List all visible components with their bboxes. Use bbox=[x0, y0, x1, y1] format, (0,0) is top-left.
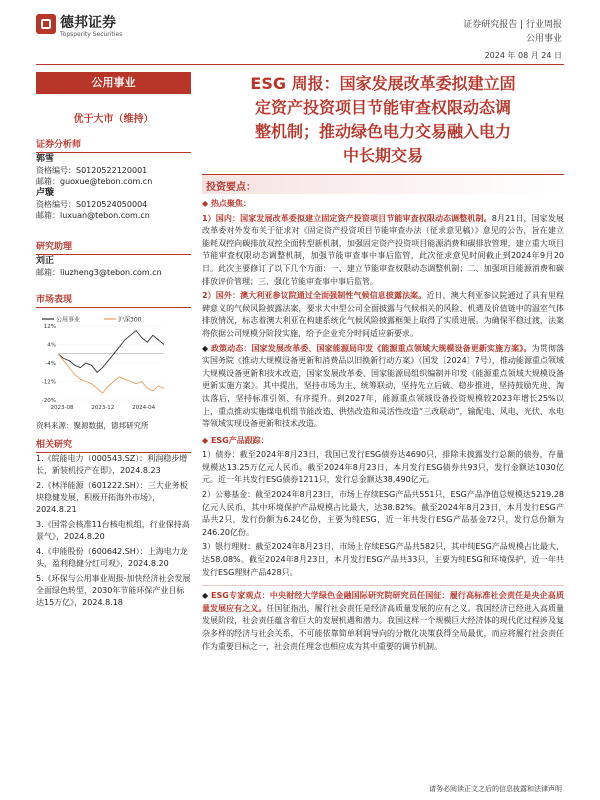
expert-view bbox=[202, 585, 564, 653]
brand-name-en: Topsperity Securities bbox=[60, 31, 123, 38]
y-tick-label: 12% bbox=[43, 324, 56, 330]
market-heading: 市场表现 bbox=[36, 292, 191, 308]
y-tick-label: -20% bbox=[41, 398, 56, 404]
esg-products-label: ESG产品跟踪： bbox=[210, 435, 269, 445]
sector-banner: 公用事业 bbox=[36, 72, 191, 94]
lead-expert: ESG专家观点：中央财经大学绿色金融国际研究院研究员任国征：履行高标准社会责任是央企高质量发展应有之义。 bbox=[202, 591, 564, 613]
y-tick-label: -12% bbox=[41, 379, 56, 386]
assistant-heading: 研究助理 bbox=[36, 239, 191, 255]
report-date: 2024 年 08 月 24 日 bbox=[484, 51, 562, 60]
paragraph-overseas bbox=[202, 290, 564, 340]
report-type-block bbox=[463, 18, 562, 46]
related-item[interactable]: 3.《国常会核准11台核电机组，行业保持高景气》，2024.8.20 bbox=[36, 520, 190, 541]
paragraph-funds: 2）公募基金：截至2024年8月23日，市场上存续ESG产品共551只，ESG产品净值总规模达5219.28亿元人民币，其中环境保护产品规模占比最大，达38.82%。截至2024年8月23日，本月发行ESG产品共2只，发行份额为6.24亿份，主要为纯ESG，近一年共发行ESG产品基金72只，发行总份额为246.20亿份。 bbox=[202, 490, 564, 537]
analyst-name: 卢璇 bbox=[36, 188, 55, 198]
chart-source: 资料来源：聚源数据，德邦研究所 bbox=[36, 421, 149, 430]
assistant-name: 刘正 bbox=[36, 256, 55, 266]
paragraph-bonds: 1）债券：截至2024年8月23日，我国已发行ESG债券达4690只，排除未披露发行总额的债券，存量规模达13.25万亿元人民币。截至2024年8月23日，本月发行ESG债券共93只，发行金额达1030亿元。近一年共发行ESG债券1211只，发行总金额达38,490亿元。 bbox=[202, 450, 564, 485]
lead-policy: 政策动态：国家发展改革委、国家能源局印发《能源重点领域大规模设备更新实施方案》。 bbox=[210, 343, 532, 353]
series-line-1 bbox=[58, 354, 164, 393]
report-type: 证券研究报告 | 行业周报 bbox=[463, 20, 562, 30]
hot-topics-heading: ◆ 热点聚焦： bbox=[202, 199, 251, 208]
x-tick-label: 2024-04 bbox=[132, 405, 156, 411]
analyst-1 bbox=[36, 153, 191, 187]
header-divider bbox=[36, 64, 564, 65]
body-expert: 任国征指出，履行社会责任是经济高质量发展的应有之义。我国经济已经进入高质量发展阶段，社会责任蕴含着巨大的发展机遇和潜力。我国这样一个规模巨大经济体的现代化过程涉及复杂多样的经济与社会关系，不可能依靠简单利润导向的分散化决策获得全局最优，而应将履行社会责任作为重要目标之一，社会责任理念也相应成为其中重要的调节机制。 bbox=[202, 603, 565, 651]
rating: 优于大市（维持） bbox=[73, 114, 154, 125]
market-performance-chart bbox=[36, 314, 166, 414]
title-line: 中长期交易 bbox=[342, 146, 423, 165]
title-line: 整机制；推动绿色电力交易融入电力 bbox=[254, 122, 511, 141]
lead-domestic: 1）国内：国家发展改革委拟建立固定资产投资项目节能审查权限动态调整机制。 bbox=[202, 213, 492, 223]
related-item[interactable]: 4.《申能股份（600642.SH）：上海电力龙头，盈利稳健分红可观》，2024.8.20 bbox=[36, 547, 188, 568]
sidebar bbox=[36, 72, 191, 612]
x-tick-label: 2023-08 bbox=[50, 405, 74, 411]
related-item[interactable]: 2.《林洋能源（601222.SH）：三大业务板块稳健发展，积极开拓海外市场》，2024.8.21 bbox=[36, 481, 188, 514]
hot-topics-label: 热点聚焦： bbox=[210, 199, 251, 208]
paragraph-expert: ◆ ESG专家观点：中央财经大学绿色金融国际研究院研究员任国征：履行高标准社会责任是央企高质量发展应有之义。任国征指出，履行社会责任是经济高质量发展的应有之义。我国经济已经进入高质量发展阶段，社会责任蕴含着巨大的发展机遇和潜力。我国这样一个规模巨大经济体的现代化过程涉及复杂多样的经济与社会关系，不可能依靠简单利润导向的分散化决策获得全局最优，而应将履行社会责任作为重要目标之一，社会责任理念也相应成为其中重要的调节机制。 bbox=[202, 591, 565, 651]
section-heading: 投资要点： bbox=[202, 174, 564, 194]
main-content bbox=[202, 72, 564, 655]
analyst-license: 资格编号：S0120524050004 bbox=[36, 200, 148, 209]
analyst-heading: 证券分析师 bbox=[36, 137, 191, 153]
related-list bbox=[36, 453, 191, 609]
paragraph-domestic bbox=[202, 213, 564, 289]
related-item[interactable]: 5.《环保与公用事业周报-加快经济社会发展全面绿色转型，2030年节能环保产业目标达15万亿》，2024.8.18 bbox=[36, 574, 191, 607]
assistant-email[interactable]: 邮箱：liuzheng3@tebon.com.cn bbox=[36, 268, 162, 277]
analyst-email[interactable]: 邮箱：guoxue@tebon.com.cn bbox=[36, 177, 153, 186]
body-domestic: 8月21日，国家发展改革委对外发布关于征求对《固定资产投资项目节能审查办法（征求意见稿）》意见的公告，旨在建立能耗双控向碳排放双控全面转型新机制，加强固定资产投资项目能源消费和碳排放管理，建立重大项目节能审查权限动态调整机制，加强节能审查事中事后监管，此次征求意见时间截止到2024年9月20日。此次主要修订了以下几个方面：一、建立节能审查权限动态调整机制；二、加强项目能源消费和碳排放评价管理；三、强化节能审查事中事后监管。 bbox=[202, 213, 564, 286]
paragraph-wealth: 3）银行理财：截至2024年8月23日，市场上存续ESG产品共582只，其中纯ESG产品规模占比最大，达58.08%。截至2024年8月23日，本月发行ESG产品共33只，主要为纯ESG和环境保护，近一年共发行ESG理财产品428只。 bbox=[202, 542, 564, 577]
x-tick-label: 2023-12 bbox=[91, 405, 115, 411]
brand-name: 德邦证券 bbox=[60, 15, 116, 31]
lead-overseas: 2）国外：澳大利亚参议院通过全面强制性气候信息披露法案。 bbox=[202, 291, 427, 301]
analyst-name: 郭雪 bbox=[36, 154, 55, 164]
title-line: ESG 周报：国家发展改革委拟建立固 bbox=[250, 74, 516, 93]
analyst-2 bbox=[36, 187, 191, 221]
page-header bbox=[0, 0, 600, 70]
body-overseas: 近日，澳大利亚参议院通过了具有里程碑意义的气候风险披露法案，要求大中型公司全面披露与气候相关的风险、机遇及价值链中的温室气体排放情况，标志着澳大利亚在构建系统化气候风险披露框架上取得了实质进展。为确保平稳过渡，法案将依据公司规模分阶段实施，给予企业充分时间适应新要求。 bbox=[202, 291, 564, 338]
paragraph-policy: ◆ 政策动态：国家发展改革委、国家能源局印发《能源重点领域大规模设备更新实施方案》。为贯彻落实国务院《推动大规模设备更新和消费品以旧换新行动方案》（国发〔2024〕7号），推动能源重点领域大规模设备更新和技术改造，国家发展改革委、国家能源局组织编制并印发《能源重点领域大规模设备更新实施方案》。其中提出，坚持市场为主、统筹联动，坚持先立后破、稳步推进，坚持鼓励先进、淘汰落后，坚持标准引领、有序提升。到2027年，能源重点领域设备投资规模较2023年增长25%以上，重点推动实施煤电机组节能改造、供热改造和灵活性改造“三改联动”，输配电、风电、光伏、水电等领域实现设备更新和技术改造。 bbox=[202, 343, 565, 429]
legend-label: 沪深300 bbox=[118, 316, 142, 324]
y-tick-label: -4% bbox=[45, 361, 56, 367]
related-heading: 相关研究 bbox=[36, 437, 191, 453]
body-text bbox=[202, 198, 564, 653]
brand-logo-icon bbox=[36, 14, 56, 34]
title-line: 定资产投资项目节能审查权限动态调 bbox=[254, 98, 511, 117]
assistant bbox=[36, 255, 191, 278]
footer-disclaimer: 请务必阅读正文之后的信息披露和法律声明 bbox=[429, 785, 562, 793]
y-tick-label: 4% bbox=[47, 342, 56, 349]
report-sector: 公用事业 bbox=[525, 34, 562, 44]
legend-label: 公用事业 bbox=[56, 316, 81, 324]
body-policy: 为贯彻落实国务院《推动大规模设备更新和消费品以旧换新行动方案》（国发〔2024〕7号），推动能源重点领域大规模设备更新和技术改造，国家发展改革委、国家能源局组织编制并印发《能源重点领域大规模设备更新实施方案》。其中提出，坚持市场为主、统筹联动，坚持先立后破、稳步推进，坚持鼓励先进、淘汰落后，坚持标准引领、有序提升。到2027年，能源重点领域设备投资规模较2023年增长25%以上，重点推动实施煤电机组节能改造、供热改造和灵活性改造“三改联动”，输配电、风电、光伏、水电等领域实现设备更新和技术改造。 bbox=[202, 343, 565, 429]
series-line-0 bbox=[58, 331, 164, 373]
analyst-license: 资格编号：S0120522120001 bbox=[36, 166, 148, 175]
related-item[interactable]: 1.《皖能电力（000543.SZ）：利润稳步增长，新装机投产在即》，2024.8.23 bbox=[36, 454, 188, 475]
esg-products-heading: ◆ ESG产品跟踪： bbox=[202, 435, 269, 445]
analyst-email[interactable]: 邮箱：luxuan@tebon.com.cn bbox=[36, 211, 150, 220]
report-title bbox=[202, 72, 564, 168]
